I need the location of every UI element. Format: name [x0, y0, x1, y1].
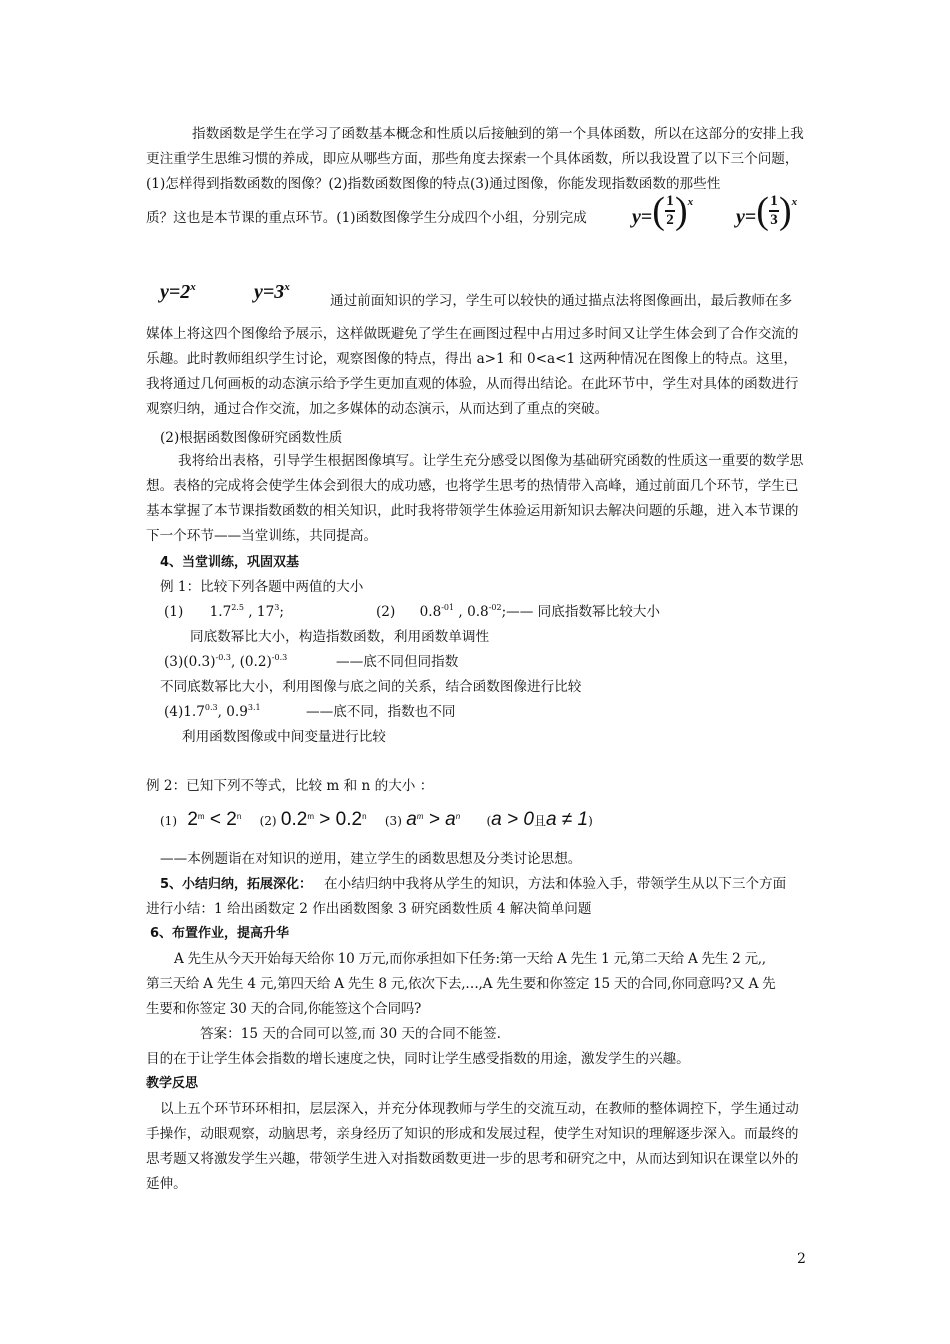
homework-line-2: 第三天给 A 先生 4 元,第四天给 A 先生 8 元,依次下去,…,A 先生要和你签定 15 天的合同,你同意吗?又 A 先 — [146, 976, 776, 992]
example-2-inequalities: (1) $2^m < 2^n$ (2) $0.2^m > 0.2^n$ (3) $a^m > a^n$ (a > 0且a ≠ 1) — [160, 809, 593, 830]
example-1-title: 例 1：比较下列各题中两值的大小 — [160, 579, 364, 595]
note-middle-variable: 利用函数图像或中间变量进行比较 — [182, 729, 386, 745]
reflection-heading: 教学反思 — [146, 1076, 199, 1091]
formula-third-power: y= ( 1 3 ) $^x$ — [736, 190, 798, 232]
example-1-part-2: (2) $0.8^{-01}$ , $0.8^{-02};——$ 同底指数幂比较大小 — [376, 603, 661, 620]
note-different-base: 不同底数幂比大小，利用图像与底之间的关系，结合函数图像进行比较 — [160, 679, 582, 695]
formula-two-power: $y=2^x$ — [160, 281, 196, 303]
homework-answer: 答案：15 天的合同可以签,而 30 天的合同不能签. — [200, 1026, 501, 1042]
example-2-title: 例 2：已知下列不等式，比较 m 和 n 的大小 ： — [146, 778, 434, 794]
section-5: 5、小结归纳，拓展深化： 在小结归纳中我将从学生的知识，方法和体验入手，带领学生从以下三个方面 — [160, 876, 787, 892]
section-6-heading: 6、布置作业，提高升华 — [150, 926, 290, 941]
example-1-part-3: $(3)(0.3)^{-0.3}$, $(0.2)^{-0.3}$ — [164, 653, 288, 670]
page-number: 2 — [797, 1251, 806, 1267]
drawing-method-text: 通过前面知识的学习，学生可以较快的通过描点法将图像画出，最后教师在多 — [330, 293, 793, 309]
intro-paragraph-last-line: 质？这也是本节课的重点环节。(1)函数图像学生分成四个小组，分别完成 — [146, 210, 587, 226]
multimedia-paragraph: 媒体上将这四个图像给予展示，这样做既避免了学生在画图过程中占用过多时间又让学生体会到了合作交流的乐趣。此时教师组织学生讨论，观察图像的特点，得出 a>1 和 0<a<1 这两种情况在图像上的特点。这里，我将通过几何画板的动态演示给予学生更加直观的体验，从而得出结论。在此环节中，学生对具体的函数进行观察归纳，通过合作交流，加之多媒体的动态演示，从而达到了重点的突破。 — [146, 326, 799, 417]
formula-half-power: y= ( 1 2 ) $^x$ — [632, 190, 694, 232]
homework-purpose: 目的在于让学生体会指数的增长速度之快，同时让学生感受指数的用途，激发学生的兴趣。 — [146, 1051, 690, 1067]
intro-paragraph: 指数函数是学生在学习了函数基本概念和性质以后接触到的第一个具体函数，所以在这部分的安排上我更注重学生思维习惯的养成，即应从哪些方面，那些角度去探索一个具体函数，所以我设置了以下三个问题，(1)怎样得到指数函数的图像？(2)指数函数图像的特点(3)通过图像，你能发现指数函数的那些性 — [146, 126, 804, 192]
subsection-properties: (2)根据函数图像研究函数性质 — [160, 430, 343, 446]
section-4-heading: 4、当堂训练，巩固双基 — [160, 555, 300, 570]
formula-three-power: $y=3^x$ — [254, 281, 290, 303]
example-1-part-4: $(4)1.7^{0.3}$, $0.9^{3.1}$ — [164, 703, 261, 720]
example-1-part-3-comment: ——底不同但同指数 — [336, 654, 459, 670]
reflection-paragraph: 以上五个环节环环相扣，层层深入，并充分体现教师与学生的交流互动，在教师的整体调控下，学生通过动手操作，动眼观察，动脑思考，亲身经历了知识的形成和发展过程，使学生对知识的理解逐步深入。而最终的思考题又将激发学生兴趣，带领学生进入对指数函数更进一步的思考和研究之中，从而达到知识在课堂以外的延伸。 — [146, 1101, 799, 1192]
example-2-note: ——本例题诣在对知识的逆用，建立学生的函数思想及分类讨论思想。 — [160, 851, 582, 867]
homework-line-1: A 先生从今天开始每天给你 10 万元,而你承担如下任务:第一天给 A 先生 1 元,第二天给 A 先生 2 元,, — [174, 951, 766, 967]
table-paragraph: 我将给出表格，引导学生根据图像填写。让学生充分感受以图像为基础研究函数的性质这一重要的数学思想。表格的完成将会使学生体会到很大的成功感，也将学生思考的热情带入高峰，通过前面几个环节，学生已基本掌握了本节课指数函数的相关知识，此时我将带领学生体验运用新知识去解决问题的乐趣，进入本节课的下一个环节——当堂训练，共同提高。 — [146, 453, 804, 544]
section-5-line-2: 进行小结：1 给出函数定 2 作出函数图象 3 研究函数性质 4 解决简单问题 — [146, 901, 592, 917]
note-same-base: 同底数幂比大小，构造指数函数，利用函数单调性 — [190, 629, 490, 645]
example-1-part-1: (1) $1.7^{2.5}$ , $17^3$; — [164, 603, 284, 620]
homework-line-3: 生要和你签定 30 天的合同,你能签这个合同吗? — [146, 1001, 422, 1017]
example-1-part-4-comment: ——底不同，指数也不同 — [306, 704, 456, 720]
